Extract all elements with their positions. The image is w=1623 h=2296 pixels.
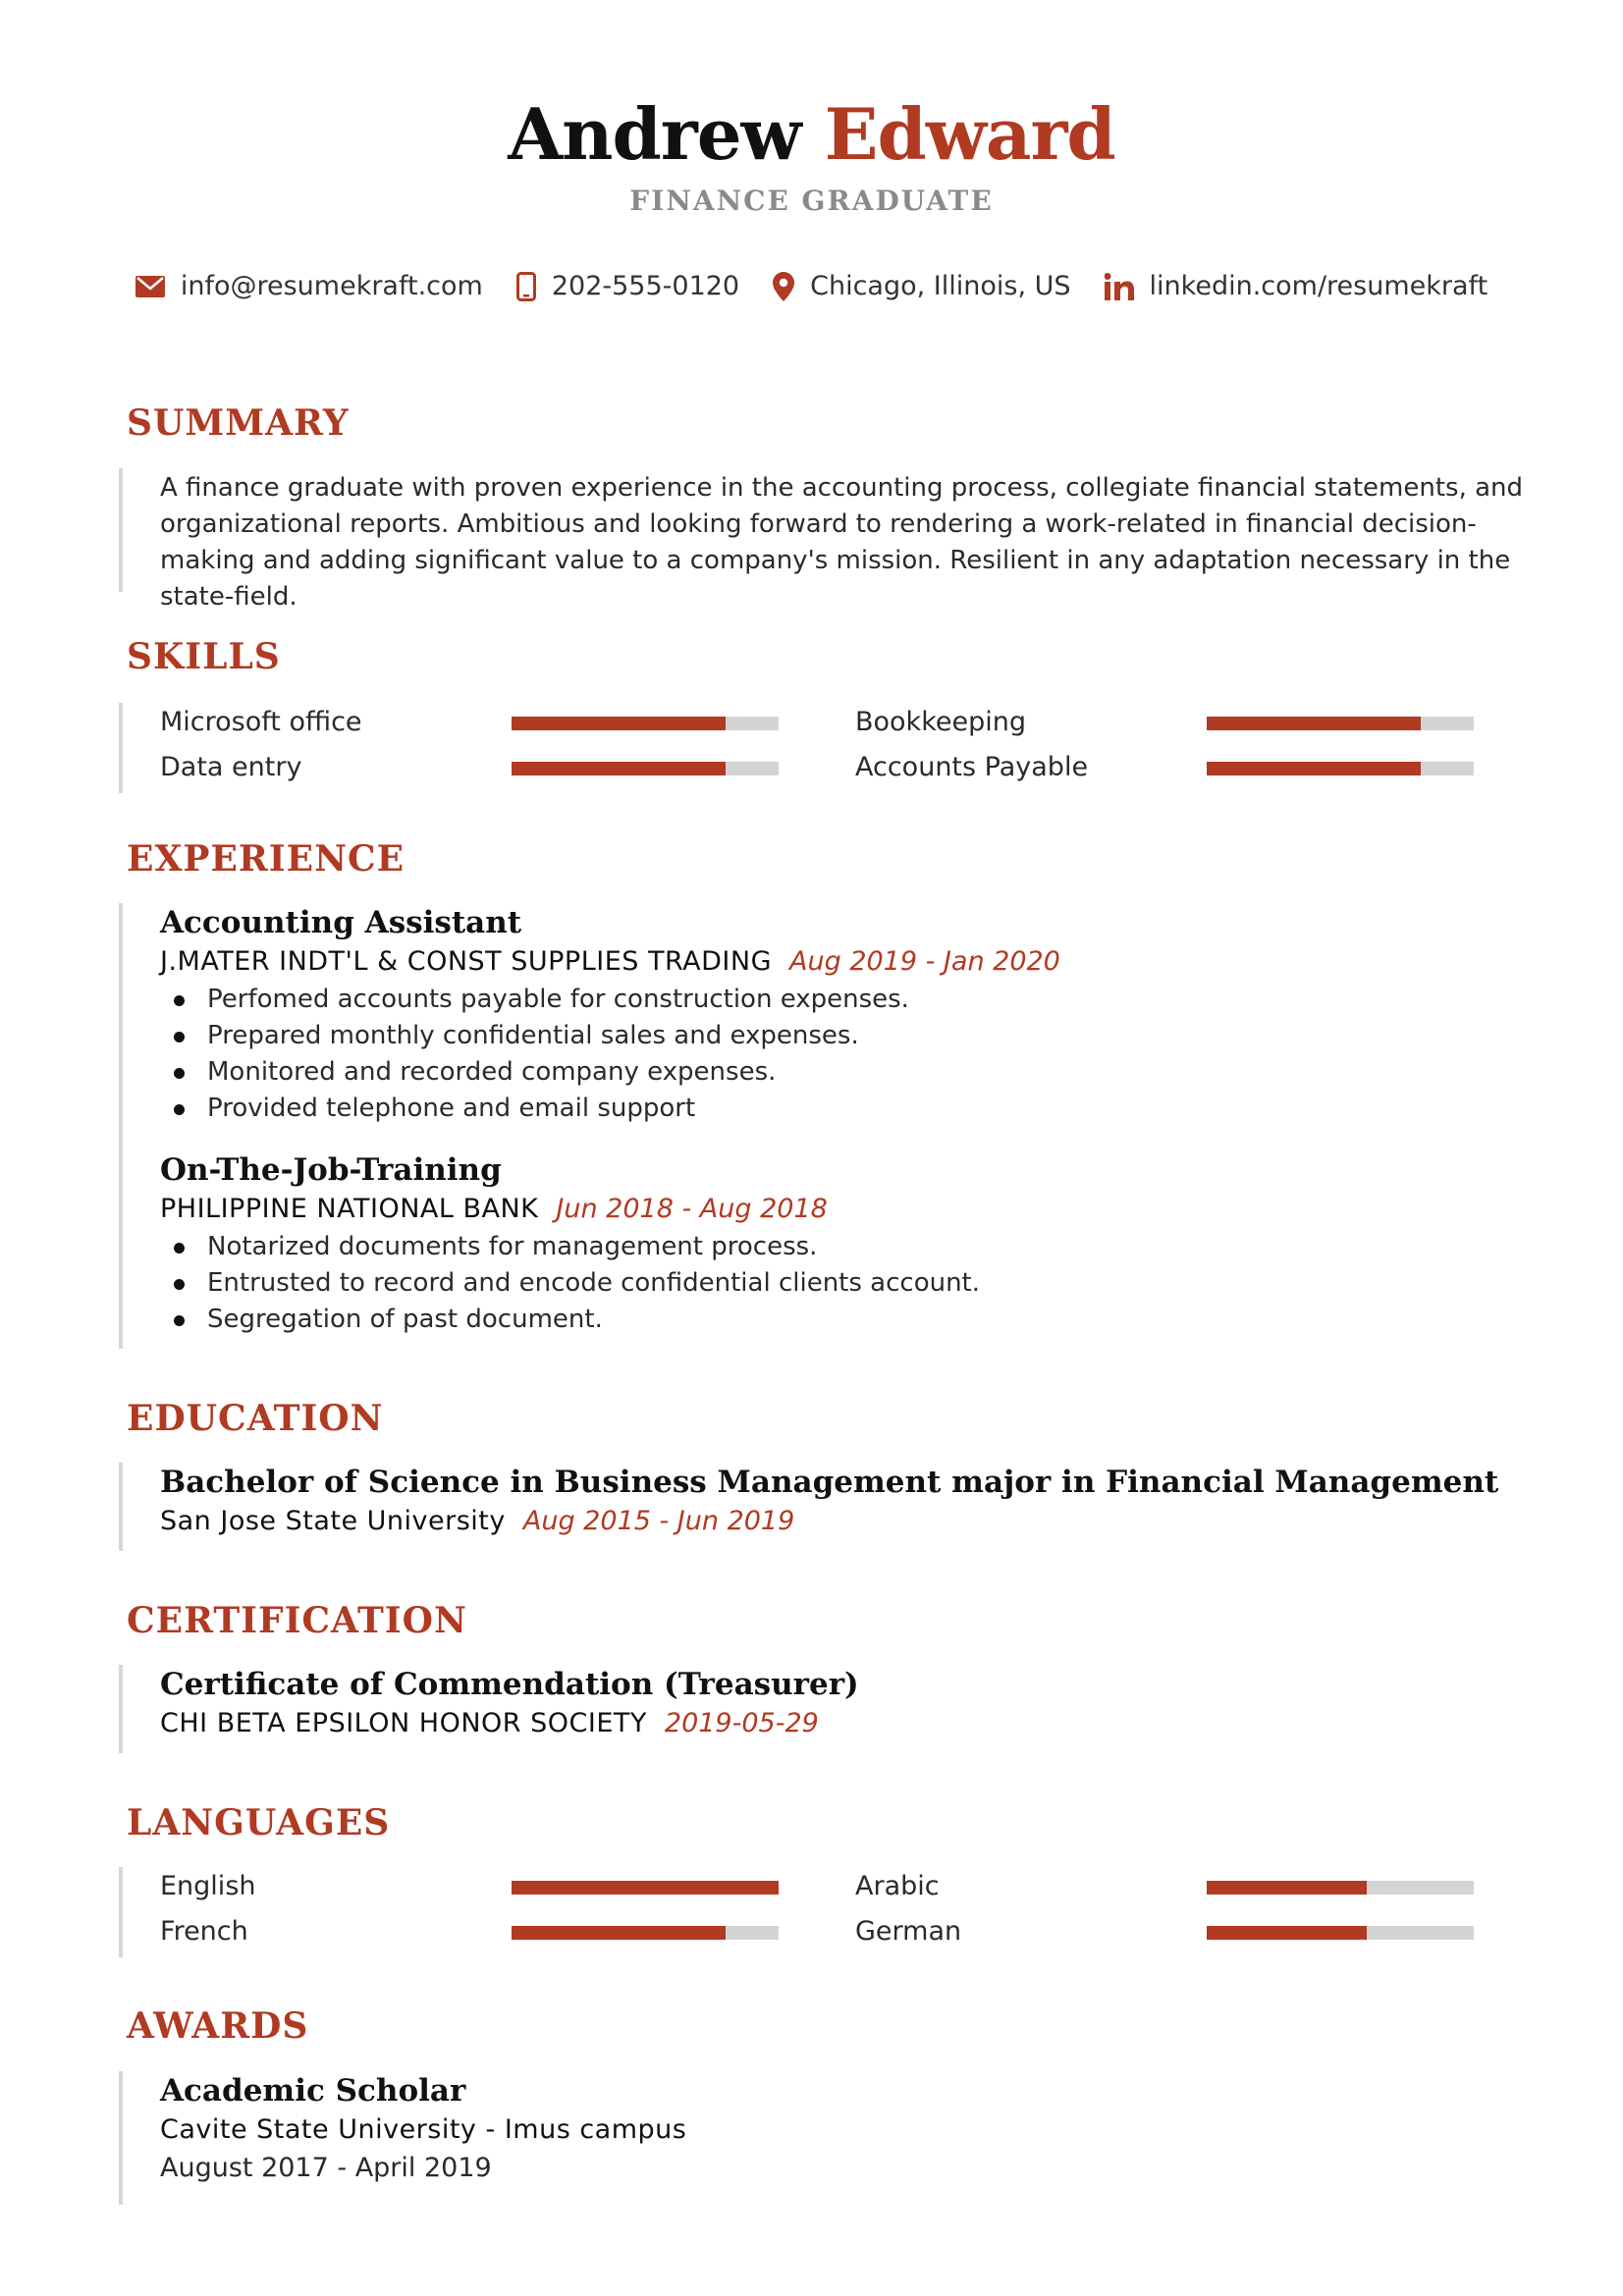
linkedin-icon (1105, 273, 1134, 300)
award-title: Academic Scholar (160, 2073, 466, 2109)
company-name: J.MATER INDT'L & CONST SUPPLIES TRADING (160, 946, 773, 977)
job-title: Accounting Assistant (160, 905, 522, 940)
list-item: Provided telephone and email support (174, 1091, 1060, 1127)
job-title: On-The-Job-Training (160, 1152, 502, 1188)
list-item: Notarized documents for management process. (174, 1229, 1060, 1265)
language-level-fill (512, 1926, 726, 1940)
language-level-bar (1207, 1926, 1474, 1940)
skills-section (119, 703, 1535, 793)
resume-header (0, 90, 1623, 217)
job-bullets (174, 1229, 1060, 1338)
contact-phone-text: 202-555-0120 (551, 271, 740, 301)
company-name: PHILIPPINE NATIONAL BANK (160, 1194, 539, 1224)
experience-heading: EXPERIENCE (127, 838, 406, 880)
company-line (160, 1190, 1060, 1229)
contact-linkedin-text: linkedin.com/resumekraft (1149, 271, 1488, 301)
language-row (160, 1912, 1535, 1957)
skill-level-bar (512, 717, 779, 730)
skill-level-bar (512, 762, 779, 775)
job-dates: Aug 2019 - Jan 2020 (789, 946, 1060, 977)
languages-heading: LANGUAGES (127, 1802, 391, 1843)
award-org: Cavite State University - Imus campus (160, 2114, 687, 2145)
job-dates: Jun 2018 - Aug 2018 (556, 1194, 828, 1224)
skill-label: Microsoft office (160, 707, 362, 737)
award-dates: August 2017 - April 2019 (160, 2153, 492, 2183)
list-item: Monitored and recorded company expenses. (174, 1054, 1060, 1091)
first-name: Andrew (508, 92, 801, 176)
school-line (160, 1502, 1498, 1541)
awards-section (119, 2071, 686, 2205)
skill-label: Accounts Payable (855, 752, 1089, 782)
company-line (160, 942, 1060, 982)
contact-phone[interactable] (516, 271, 739, 301)
map-pin-icon (773, 272, 794, 301)
education-section (119, 1463, 1498, 1551)
phone-icon (516, 272, 536, 301)
language-level-fill (1207, 1926, 1367, 1940)
certification-section (119, 1665, 859, 1753)
skill-level-bar (1207, 762, 1474, 775)
certification-heading: CERTIFICATION (127, 1600, 467, 1641)
language-row (160, 1867, 1535, 1912)
list-item: Perfomed accounts payable for construction expenses. (174, 982, 1060, 1018)
contact-email-text: info@resumekraft.com (180, 271, 483, 301)
certificate-title: Certificate of Commendation (Treasurer) (160, 1667, 859, 1702)
experience-entry (160, 903, 1060, 1127)
contact-linkedin[interactable] (1105, 271, 1488, 301)
degree-title: Bachelor of Science in Business Management major in Financial Management (160, 1465, 1499, 1500)
school-name: San Jose State University (160, 1506, 506, 1536)
summary-heading: SUMMARY (127, 402, 350, 444)
skill-row (160, 703, 1535, 748)
contact-location (773, 271, 1070, 301)
experience-section (119, 903, 1060, 1349)
certificate-org: CHI BETA EPSILON HONOR SOCIETY (160, 1708, 647, 1738)
skill-label: Data entry (160, 752, 302, 782)
language-label: German (855, 1916, 962, 1947)
language-level-fill (512, 1881, 779, 1895)
skill-level-fill (1207, 762, 1421, 775)
certificate-date: 2019-05-29 (664, 1708, 819, 1738)
education-dates: Aug 2015 - Jun 2019 (522, 1506, 795, 1536)
candidate-name (0, 90, 1623, 179)
skills-heading: SKILLS (127, 636, 281, 677)
list-item: Segregation of past document. (174, 1302, 1060, 1338)
language-level-fill (1207, 1881, 1367, 1895)
skill-level-fill (512, 717, 726, 730)
job-title-subtitle: FINANCE GRADUATE (629, 185, 994, 217)
language-level-bar (512, 1926, 779, 1940)
summary-section (119, 468, 1564, 612)
certificate-org-line (160, 1704, 859, 1743)
education-heading: EDUCATION (127, 1398, 384, 1439)
language-label: French (160, 1916, 248, 1947)
summary-text: A finance graduate with proven experience in the accounting process, collegiate financial statements, and organizational reports. Ambitious and looking forward to rendering a work-related in financial decision-making and adding significant value to a company's mission. Resilient in any adaptation necessary in the state-field. (160, 473, 1524, 612)
skill-row (160, 748, 1535, 793)
last-name: Edward (824, 92, 1115, 176)
language-label: Arabic (855, 1871, 940, 1901)
languages-section (119, 1867, 1535, 1957)
list-item: Entrusted to record and encode confidential clients account. (174, 1265, 1060, 1302)
contact-email[interactable] (135, 271, 483, 301)
contact-location-text: Chicago, Illinois, US (810, 271, 1071, 301)
language-level-bar (512, 1881, 779, 1895)
skill-level-bar (1207, 717, 1474, 730)
language-label: English (160, 1871, 256, 1901)
language-level-bar (1207, 1881, 1474, 1895)
skill-level-fill (512, 762, 726, 775)
awards-heading: AWARDS (127, 2005, 309, 2047)
job-bullets (174, 982, 1060, 1127)
list-item: Prepared monthly confidential sales and expenses. (174, 1018, 1060, 1054)
skill-label: Bookkeeping (855, 707, 1026, 737)
envelope-icon (135, 276, 165, 297)
skill-level-fill (1207, 717, 1421, 730)
contact-bar (0, 271, 1623, 301)
experience-entry (160, 1150, 1060, 1338)
